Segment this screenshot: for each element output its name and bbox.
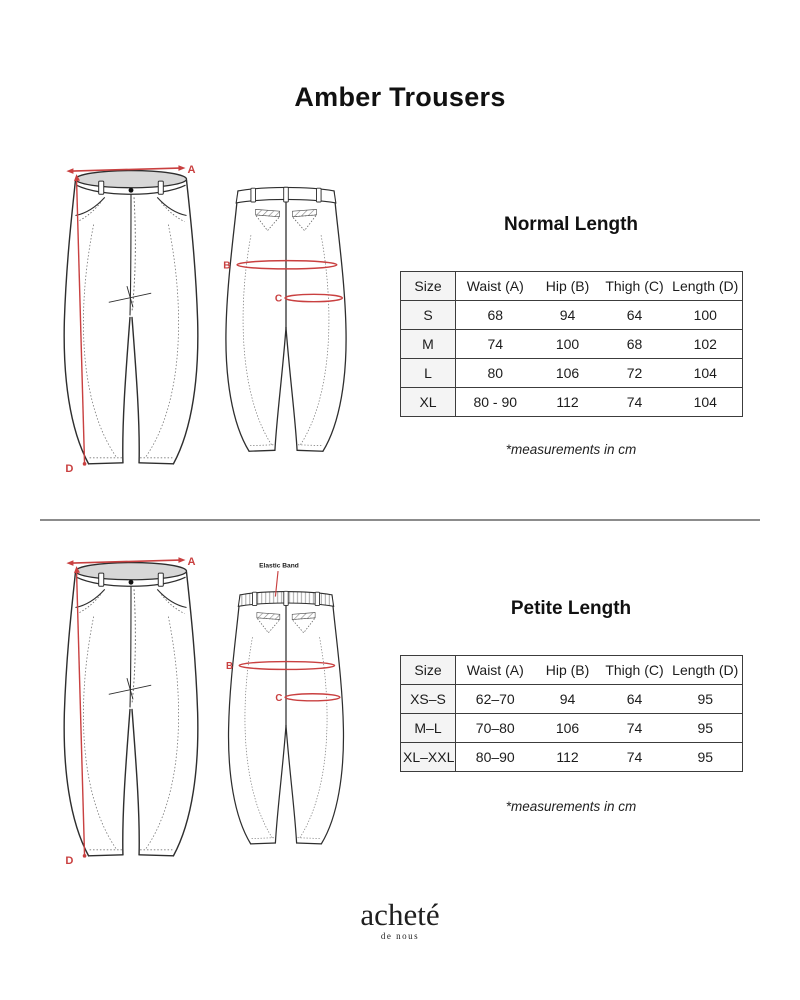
header-row xyxy=(401,656,743,685)
table-cell: 95 xyxy=(669,685,743,714)
table-cell: 100 xyxy=(669,301,743,330)
table-cell: M xyxy=(401,330,456,359)
page-title: Amber Trousers xyxy=(294,82,506,112)
column-header: Size xyxy=(401,656,456,685)
table-cell: 68 xyxy=(456,301,535,330)
section-heading-petite: Petite Length xyxy=(510,598,632,619)
hip-measure-annotation xyxy=(223,260,337,271)
table-cell: 102 xyxy=(669,330,743,359)
table-cell: M–L xyxy=(401,714,456,743)
waistband-front xyxy=(75,171,186,188)
table-cell: 74 xyxy=(601,743,669,772)
section-heading-normal: Normal Length xyxy=(503,214,639,235)
trousers-back-diagram-normal xyxy=(211,178,361,466)
hip-label: B xyxy=(225,661,233,673)
column-header: Thigh (C) xyxy=(601,656,669,685)
thigh-label: C xyxy=(275,692,283,704)
table-cell: 100 xyxy=(535,330,601,359)
brand-logo xyxy=(0,899,800,941)
belt-loop xyxy=(158,181,163,194)
table-cell: 95 xyxy=(669,743,743,772)
table-cell: L xyxy=(401,359,456,388)
table-cell: 80 xyxy=(456,359,535,388)
trousers-front-diagram-normal xyxy=(58,164,204,479)
table-cell: XS–S xyxy=(401,685,456,714)
table-cell: XL xyxy=(401,388,456,417)
table-cell: 74 xyxy=(601,714,669,743)
table-cell: 95 xyxy=(669,714,743,743)
length-label: D xyxy=(65,854,74,867)
measurements-note-normal: *measurements in cm xyxy=(505,442,637,457)
table-row xyxy=(401,301,743,330)
size-table-petite xyxy=(400,655,743,772)
table-cell: 94 xyxy=(535,685,601,714)
waist-label: A xyxy=(187,556,196,569)
column-header: Waist (A) xyxy=(456,656,535,685)
table-cell: 70–80 xyxy=(456,714,535,743)
table-cell: 74 xyxy=(601,388,669,417)
table-cell: 64 xyxy=(601,301,669,330)
table-row xyxy=(401,388,743,417)
table-cell: 72 xyxy=(601,359,669,388)
table-cell: 104 xyxy=(669,388,743,417)
hip-label: B xyxy=(223,260,231,272)
column-header: Thigh (C) xyxy=(601,272,669,301)
table-cell: 80–90 xyxy=(456,743,535,772)
elastic-band-label: Elastic Band xyxy=(259,562,299,570)
back-silhouette xyxy=(226,190,346,451)
size-table-normal xyxy=(400,271,743,417)
table-cell: 112 xyxy=(535,388,601,417)
hip-measure-annotation xyxy=(226,661,335,672)
thigh-measure-annotation xyxy=(275,294,342,305)
waist-label: A xyxy=(187,164,196,177)
table-cell: 68 xyxy=(601,330,669,359)
header-row xyxy=(401,272,743,301)
table-row xyxy=(401,685,743,714)
fly-stitch xyxy=(132,197,135,311)
column-header: Length (D) xyxy=(669,656,743,685)
brand-tagline: de nous xyxy=(380,931,420,941)
column-header: Waist (A) xyxy=(456,272,535,301)
belt-loop xyxy=(99,573,104,586)
length-label: D xyxy=(65,462,74,475)
table-cell: 64 xyxy=(601,685,669,714)
column-header: Hip (B) xyxy=(535,656,601,685)
table-cell: XL–XXL xyxy=(401,743,456,772)
waistband-front xyxy=(75,563,186,580)
table-cell: 104 xyxy=(669,359,743,388)
belt-loop xyxy=(158,573,163,586)
table-row xyxy=(401,714,743,743)
table-cell: 94 xyxy=(535,301,601,330)
thigh-label: C xyxy=(274,293,283,305)
button xyxy=(129,580,134,585)
brand-name: acheté xyxy=(360,897,440,932)
table-cell: 112 xyxy=(535,743,601,772)
thigh-measure-annotation xyxy=(275,693,339,704)
fly-stitch xyxy=(132,589,135,703)
table-row xyxy=(401,743,743,772)
button xyxy=(129,188,134,193)
table-cell: 106 xyxy=(535,359,601,388)
section-divider xyxy=(40,519,760,521)
column-header: Size xyxy=(401,272,456,301)
table-cell: 106 xyxy=(535,714,601,743)
trousers-front-diagram-petite xyxy=(58,556,204,871)
table-cell: 80 - 90 xyxy=(456,388,535,417)
column-header: Hip (B) xyxy=(535,272,601,301)
belt-loop xyxy=(99,181,104,194)
measurements-note-petite: *measurements in cm xyxy=(505,799,637,814)
trousers-back-diagram-petite xyxy=(211,556,361,858)
table-cell: 74 xyxy=(456,330,535,359)
back-silhouette xyxy=(229,594,344,844)
table-row xyxy=(401,330,743,359)
table-cell: S xyxy=(401,301,456,330)
table-cell: 62–70 xyxy=(456,685,535,714)
table-row xyxy=(401,359,743,388)
column-header: Length (D) xyxy=(669,272,743,301)
